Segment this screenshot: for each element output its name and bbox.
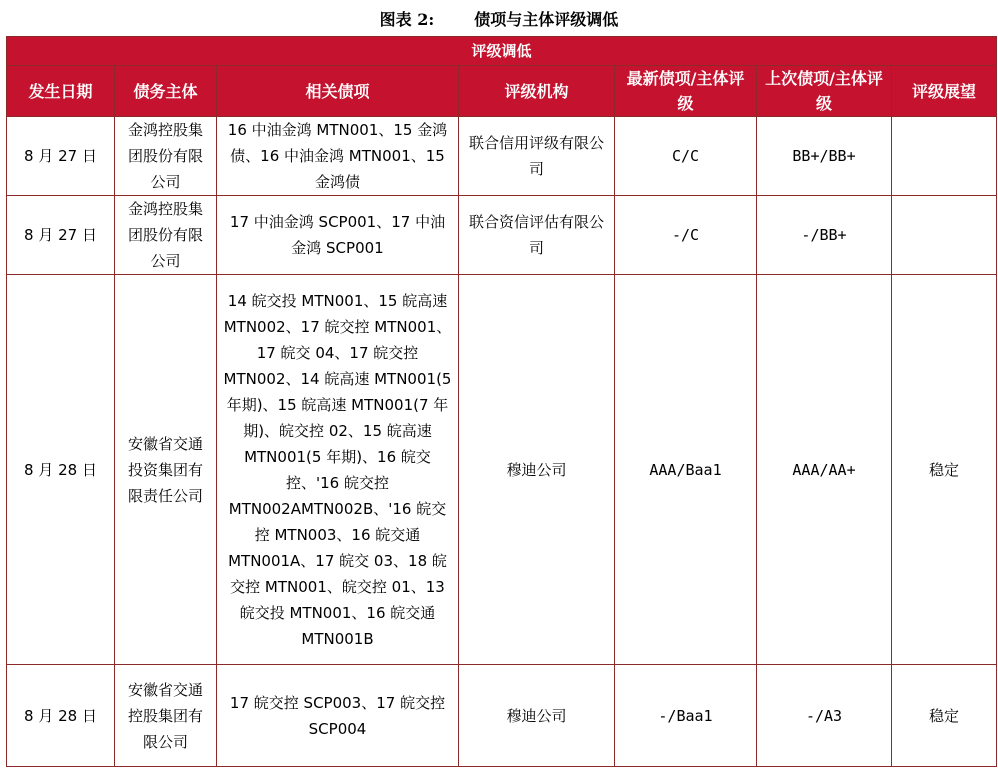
cell-date: 8 月 27 日	[7, 117, 115, 196]
cell-issuer: 安徽省交通投资集团有限责任公司	[115, 275, 217, 665]
figure-caption	[0, 8, 998, 32]
cell-outlook	[892, 196, 997, 275]
cell-date: 8 月 27 日	[7, 196, 115, 275]
cell-previous-rating: BB+/BB+	[757, 117, 892, 196]
cell-bonds: 16 中油金鸿 MTN001、15 金鸿债、16 中油金鸿 MTN001、15 金鸿债	[217, 117, 459, 196]
header-row	[7, 66, 997, 117]
cell-date: 8 月 28 日	[7, 275, 115, 665]
cell-issuer: 安徽省交通控股集团有限公司	[115, 665, 217, 767]
cell-agency: 联合资信评估有限公司	[459, 196, 615, 275]
table-banner: 评级调低	[7, 37, 997, 66]
header-outlook: 评级展望	[892, 66, 997, 117]
cell-agency: 联合信用评级有限公司	[459, 117, 615, 196]
cell-previous-rating: -/BB+	[757, 196, 892, 275]
cell-previous-rating: -/A3	[757, 665, 892, 767]
cell-previous-rating: AAA/AA+	[757, 275, 892, 665]
header-latest-rating: 最新债项/主体评级	[615, 66, 757, 117]
cell-bonds: 14 皖交投 MTN001、15 皖高速 MTN002、17 皖交控 MTN001、17 皖交 04、17 皖交控 MTN002、14 皖高速 MTN001(5 年期)、15 皖高速 MTN001(7 年期)、皖交控 02、15 皖高速 MTN001(5 年期)、16 皖交控、'16 皖交控 MTN002AMTN002B、'16 皖交控 MTN003、16 皖交通 MTN001A、17 皖交 03、18 皖交控 MTN001、皖交控 01、13 皖交投 MTN001、16 皖交通 MTN001B	[217, 275, 459, 665]
header-date: 发生日期	[7, 66, 115, 117]
cell-date: 8 月 28 日	[7, 665, 115, 767]
cell-latest-rating: AAA/Baa1	[615, 275, 757, 665]
caption-title: 债项与主体评级调低	[474, 10, 619, 29]
caption-label: 图表 2:	[379, 10, 435, 29]
cell-issuer: 金鸿控股集团股份有限公司	[115, 196, 217, 275]
header-previous-rating: 上次债项/主体评级	[757, 66, 892, 117]
table-row	[7, 275, 997, 665]
cell-bonds: 17 皖交控 SCP003、17 皖交控 SCP004	[217, 665, 459, 767]
cell-outlook	[892, 117, 997, 196]
header-issuer: 债务主体	[115, 66, 217, 117]
cell-latest-rating: C/C	[615, 117, 757, 196]
cell-outlook: 稳定	[892, 275, 997, 665]
cell-bonds: 17 中油金鸿 SCP001、17 中油金鸿 SCP001	[217, 196, 459, 275]
cell-agency: 穆迪公司	[459, 665, 615, 767]
cell-latest-rating: -/C	[615, 196, 757, 275]
table-row	[7, 196, 997, 275]
cell-outlook: 稳定	[892, 665, 997, 767]
rating-downgrade-table	[6, 36, 997, 767]
header-agency: 评级机构	[459, 66, 615, 117]
header-bonds: 相关债项	[217, 66, 459, 117]
cell-agency: 穆迪公司	[459, 275, 615, 665]
cell-issuer: 金鸿控股集团股份有限公司	[115, 117, 217, 196]
table-row	[7, 665, 997, 767]
table-row	[7, 117, 997, 196]
cell-latest-rating: -/Baa1	[615, 665, 757, 767]
